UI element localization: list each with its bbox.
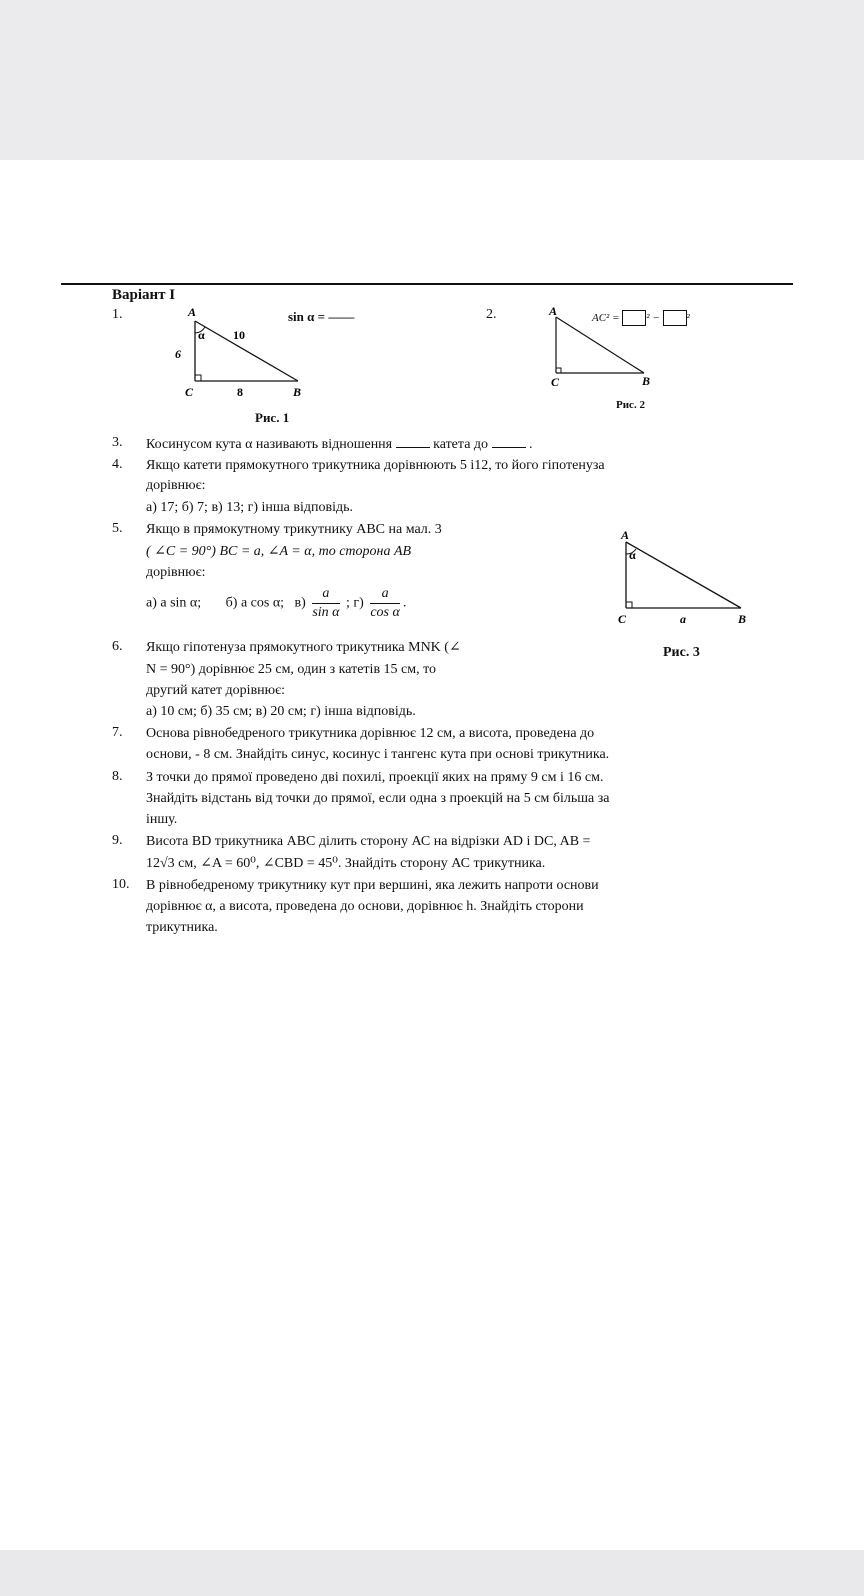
blank-1 xyxy=(396,435,430,448)
q10-line2: дорівнює α, а висота, проведена до основи, дорівнює h. Знайдіть сторони xyxy=(146,899,584,914)
fig2-formula xyxy=(592,309,690,327)
q5-opt-b: б) a cos α; xyxy=(225,595,285,611)
top-bar xyxy=(0,0,864,160)
fig3-label-b: B xyxy=(738,612,747,626)
fig2-caption: Рис. 2 xyxy=(616,399,645,411)
fig1-label-a: A xyxy=(188,305,197,319)
q5-fraction-1 xyxy=(312,585,339,622)
q8-line2: Знайдіть відстань від точки до прямої, если одна з проекцій на 5 см більша за xyxy=(146,791,610,806)
q8-line3: іншу. xyxy=(146,812,178,827)
fig1-label-leg-bottom: 8 xyxy=(237,385,243,398)
q4-line3: а) 17; б) 7; в) 13; г) інша відповідь. xyxy=(146,500,354,515)
q6-line1: Якщо гіпотенуза прямокутного трикутника MNK (∠ xyxy=(146,640,461,655)
q6-number: 6. xyxy=(112,639,123,654)
q3-number: 3. xyxy=(112,435,123,450)
q9-number: 9. xyxy=(112,833,123,848)
q7-line1: Основа рівнобедреного трикутника дорівнює 12 см, а висота, проведена до xyxy=(146,726,595,741)
answer-box-2[interactable] xyxy=(663,310,687,326)
q10-number: 10. xyxy=(112,877,130,892)
q5-sep: ; г) xyxy=(346,595,364,611)
q9-line1: Висота BD трикутника АВС ділить сторону АС на відрізки AD і DC, AB = xyxy=(146,834,591,849)
fig1-label-b: B xyxy=(293,385,302,398)
top-rule xyxy=(61,283,793,285)
q3-text-c: . xyxy=(529,437,533,452)
q4-line1: Якщо катети прямокутного трикутника дорівнюють 5 і12, то його гіпотенуза xyxy=(146,458,605,473)
blank-2 xyxy=(492,435,526,448)
fig2-label-c: C xyxy=(551,375,560,389)
fig3-label-angle: α xyxy=(629,548,636,562)
q7-number: 7. xyxy=(112,725,123,740)
fig1-formula: sin α = —— xyxy=(288,309,355,324)
fig3-label-c: C xyxy=(618,612,627,626)
fig2-formula-start: AC² = xyxy=(592,312,623,324)
q5-end: . xyxy=(402,595,407,611)
q2-number: 2. xyxy=(486,307,497,322)
q5-opt-a: а) a sin α; xyxy=(146,595,202,611)
fig2-label-a: A xyxy=(549,305,558,318)
q10-line1: В рівнобедреному трикутнику кут при вершині, яка лежить напроти основи xyxy=(146,878,599,893)
q5-line2: ( ∠C = 90°) BC = a, ∠A = α, то сторона AB xyxy=(146,544,412,559)
answer-box-1[interactable] xyxy=(622,310,646,326)
q6-line2: N = 90°) дорівнює 25 см, один з катетів 15 см, то xyxy=(146,662,437,677)
q1-number: 1. xyxy=(112,307,123,322)
fig1-label-leg-left: 6 xyxy=(175,347,181,361)
fig2-formula-end: ² xyxy=(686,312,690,324)
fig1-label-c: C xyxy=(185,385,194,398)
q9-line2: 12√3 см, ∠A = 60⁰, ∠CBD = 45⁰. Знайдіть сторону АС трикутника. xyxy=(146,856,546,871)
q5-number: 5. xyxy=(112,521,123,536)
q5-line1: Якщо в прямокутному трикутнику АВС на мал. 3 xyxy=(146,522,442,537)
q7-line2: основи, - 8 см. Знайдіть синус, косинус і тангенс кута при основі трикутника. xyxy=(146,747,610,762)
q8-number: 8. xyxy=(112,769,123,784)
fig1-label-hyp: 10 xyxy=(233,328,245,342)
frac1-den: sin α xyxy=(312,605,340,620)
fig2-formula-mid: ² − xyxy=(646,312,663,324)
fig3-label-a: A xyxy=(621,528,630,542)
figure-3 xyxy=(608,528,758,628)
q6-line4: а) 10 см; б) 35 см; в) 20 см; г) інша відповідь. xyxy=(146,704,416,719)
variant-title: Варіант I xyxy=(112,287,176,303)
q4-line2: дорівнює: xyxy=(146,478,206,493)
q3-text xyxy=(146,435,533,454)
q5-opt-c: в) xyxy=(294,595,306,611)
document-page xyxy=(0,160,864,1550)
q4-number: 4. xyxy=(112,457,123,472)
fig3-caption: Рис. 3 xyxy=(663,645,700,660)
q8-line1: З точки до прямої проведено дві похилі, проекції яких на пряму 9 см і 16 см. xyxy=(146,770,604,785)
q6-line3: другий катет дорівнює: xyxy=(146,683,286,698)
fig1-caption: Рис. 1 xyxy=(255,410,290,425)
fig1-label-angle: α xyxy=(198,328,205,342)
frac2-num: a xyxy=(370,585,400,604)
q5-options xyxy=(146,585,406,622)
q5-line3: дорівнює: xyxy=(146,565,206,580)
frac1-num: a xyxy=(312,585,339,604)
q3-text-b: катета до xyxy=(433,437,489,452)
q3-text-a: Косинусом кута α називають відношення xyxy=(146,437,393,452)
q10-line3: трикутника. xyxy=(146,920,218,935)
frac2-den: cos α xyxy=(370,605,400,620)
fig3-label-a-side: a xyxy=(680,612,686,626)
bottom-bar xyxy=(0,1550,864,1596)
q5-fraction-2 xyxy=(370,585,400,622)
fig2-label-b: B xyxy=(642,374,651,388)
